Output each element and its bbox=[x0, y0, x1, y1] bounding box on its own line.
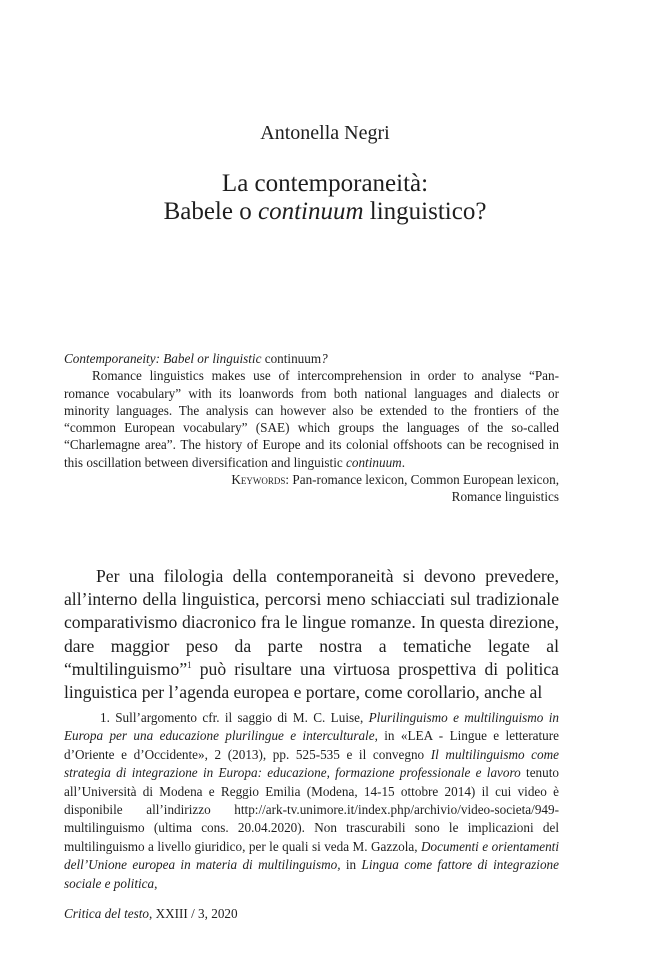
footnote-1 bbox=[64, 709, 559, 893]
main-text-after-note: può risultare una virtuosa prospettiva di politica linguistica per l’agenda europea e portare, come corollario, anche al bbox=[64, 658, 559, 703]
footnote-reference[interactable]: 1 bbox=[187, 659, 192, 670]
title-line-2-pre: Babele o bbox=[163, 198, 258, 225]
keywords bbox=[64, 471, 559, 506]
footnote-italic-2: Il multilinguismo come strategia di integrazione in Europa: educazione, formazione professionale e lavoro bbox=[64, 746, 559, 781]
footnote-part-1: 1. Sull’argomento cfr. il saggio di M. C. Luise, bbox=[100, 710, 369, 725]
footer-issue: , XXIII / 3, 2020 bbox=[148, 906, 238, 921]
keywords-label: Keywords bbox=[231, 472, 286, 488]
main-text-before-note: Per una filologia della contemporaneità si devono prevedere, all’interno della linguistica, percorsi meno schiacciati sul tradizionale comparativismo diacronico fra le lingue romanze. In questa direzione, dare maggior peso da parte nostra a tematiche legate al “multilinguismo” bbox=[64, 566, 559, 679]
abstract bbox=[64, 350, 559, 506]
abstract-title bbox=[64, 350, 559, 367]
abstract-body-end: . bbox=[401, 454, 405, 470]
title-line-2-post: linguistico? bbox=[363, 198, 487, 225]
article-title bbox=[0, 170, 650, 226]
abstract-title-roman: continuum bbox=[264, 351, 322, 366]
footnote-italic-3: Documenti e orientamenti dell’Unione europea in materia di multilinguismo, bbox=[64, 838, 559, 873]
footnote-part-3: tenuto all’Università di Modena e Reggio Emilia (Modena, 14-15 ottobre 2014) il cui video è disponibile all’indirizzo http://ark-tv.unimore.it/index.php/archivio/video-societa/949-multilinguismo (ultima cons. 20.04.2020). Non trascurabili sono le implicazioni del multilinguismo a livello giuridico, per le quali si veda M. Gazzola, bbox=[64, 765, 560, 854]
footnote-italic-4: Lingua come fattore di integrazione sociale e politica bbox=[64, 857, 559, 891]
title-line-1: La contemporaneità: bbox=[221, 170, 429, 197]
footnote-italic-1: Plurilinguismo e multilinguismo in Europa per una educazione plurilingue e interculturale bbox=[64, 710, 559, 744]
footnote-part-2: , in «LEA - Lingue e letterature d’Oriente e d’Occidente», 2 (2013), pp. 525-535 e il convegno bbox=[64, 728, 559, 762]
page-footer bbox=[64, 905, 238, 922]
abstract-title-pre: Contemporaneity: Babel or linguistic bbox=[64, 351, 265, 366]
abstract-body bbox=[64, 367, 559, 471]
keywords-line-1: : Pan-romance lexicon, Common European lexicon, bbox=[285, 472, 559, 488]
keywords-line-2: Romance linguistics bbox=[451, 489, 559, 505]
abstract-title-post: ? bbox=[321, 351, 328, 366]
footer-journal: Critica del testo bbox=[64, 906, 149, 921]
footnote-part-4: in bbox=[340, 857, 362, 873]
footnote-part-5: , bbox=[154, 875, 158, 891]
abstract-body-italic: continuum bbox=[346, 454, 402, 470]
main-paragraph bbox=[64, 565, 559, 704]
title-line-2-italic: continuum bbox=[257, 198, 364, 225]
abstract-body-text: Romance linguistics makes use of intercomprehension in order to analyse “Pan-romance vocabulary” with its loanwords from both national languages and dialects or minority languages. The analysis can however also be extended to the frontiers of the “common European vocabulary” (SAE) which groups the languages of the so-called “Charlemagne area”. The history of Europe and its colonial offshoots can be recognised in this oscillation between diversification and linguistic bbox=[64, 368, 559, 470]
title-line-2 bbox=[0, 198, 650, 226]
author-name: Antonella Negri bbox=[260, 122, 390, 144]
